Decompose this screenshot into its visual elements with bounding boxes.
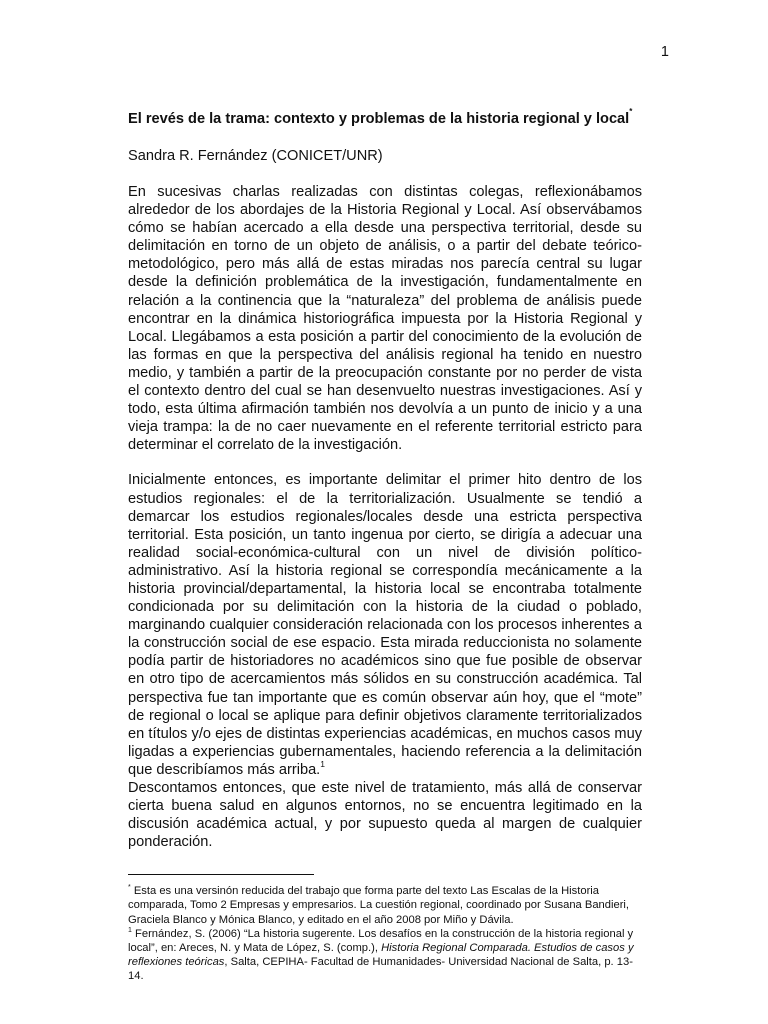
footnote-star-mark: * (128, 884, 131, 892)
footnote-1 (128, 927, 642, 983)
article-author: Sandra R. Fernández (CONICET/UNR) (128, 148, 383, 164)
footnote-star-text: Esta es una versinón reducida del trabajo que forma parte del texto Las Escalas de la Historia comparada, Tomo 2 Empresas y empresarios. La cuestión regional, coordinado por Susana Bandieri, Graciela Blanco y Mónica Blanco, y editado en el año 2008 por Miño y Dávila. (128, 885, 630, 926)
article-body (128, 107, 642, 983)
footnote-star (128, 884, 642, 926)
paragraph-3: Descontamos entonces, que este nivel de tratamiento, más allá de conservar cierta buena salud en algunos entornos, no se encuentra legitimado en la discusión académica actual, y por supuesto queda al margen de cualquier ponderación. (128, 780, 642, 851)
footnote-divider (128, 874, 314, 875)
paragraph-2-text: Inicialmente entonces, es importante delimitar el primer hito dentro de los estudios regionales: el de la territorialización. Usualmente se tendió a demarcar los estudios regionales/locales desde una estricta perspectiva territorial. Esta posición, un tanto ingenua por cierto, se dirigía a adecuar una realidad social-económica-cultural con un nivel de división político-administrativo. Así la historia regional se correspondía mecánicamente a la historia provincial/departamental, la historia local se encontraba totalmente condicionada por su delimitación con la historia de la ciudad o poblado, marginando cualquier consideración relacionada con los procesos inherentes a la construcción social de ese espacio. Esta mirada reduccionista no solamente podía partir de historiadores no académicos sino que fue posible de observar en otro tipo de acercamientos más sólidos en su construcción académica. Tal perspectiva fue tan importante que es común observar aún hoy, que el “mote” de regional o local se aplique para definir objetivos claramente territorializados en títulos y/o ejes de distintas experiencias académicas, en muchos casos muy ligadas a experiencias gubernamentales, haciendo referencia a la delimitación que describíamos más arriba. (128, 472, 642, 778)
footnote-1-mark: 1 (128, 926, 132, 934)
article-title (128, 107, 642, 128)
footnote-1-text-b: , Salta, CEPIHA- Facultad de Humanidades- Universidad Nacional de Salta, p. 13-14. (128, 955, 633, 982)
title-footnote-mark: * (629, 107, 633, 116)
paragraph-1: En sucesivas charlas realizadas con distintas colegas, reflexionábamos alrededor de los abordajes de la Historia Regional y Local. Así observábamos cómo se habían acercado a ella desde una perspectiva territorial, desde su delimitación en torno de un objeto de análisis, o a partir del debate teórico-metodológico, pero más allá de estas miradas nos parecía central su lugar desde la definición problemática de la investigación, fundamentalmente en relación a la continencia que la “naturaleza” del problema de análisis puede encontrar en la dinámica historiográfica impuesta por la Historia Regional y Local. Llegábamos a esta posición a partir del conocimiento de la evolución de las formas en que la perspectiva del análisis regional ha tenido en nuestro medio, y también a partir de la preocupación constante por no perder de vista el contexto dentro del cual se han desenvuelto nuestras investigaciones. Así y todo, esta última afirmación también nos devolvía a un punto de inicio y a una vieja trampa: la de no caer nuevamente en el referente territorial estricto para determinar el correlato de la investigación. (128, 184, 642, 454)
footnote-1-book-title: Historia Regional Comparada. Estudios de casos y reflexiones teóricas (128, 941, 634, 968)
article-title-text: El revés de la trama: contexto y problemas de la historia regional y local (128, 111, 630, 127)
footnote-ref-1: 1 (320, 758, 325, 769)
page-number: 1 (660, 44, 669, 60)
footnotes (128, 884, 642, 983)
footnote-1-text-a: Fernández, S. (2006) “La historia sugerente. Los desafíos en la construcción de la historia regional y local”, en: Areces, N. y Mata de López, S. (comp.), (128, 927, 634, 954)
paragraph-2 (128, 471, 642, 779)
